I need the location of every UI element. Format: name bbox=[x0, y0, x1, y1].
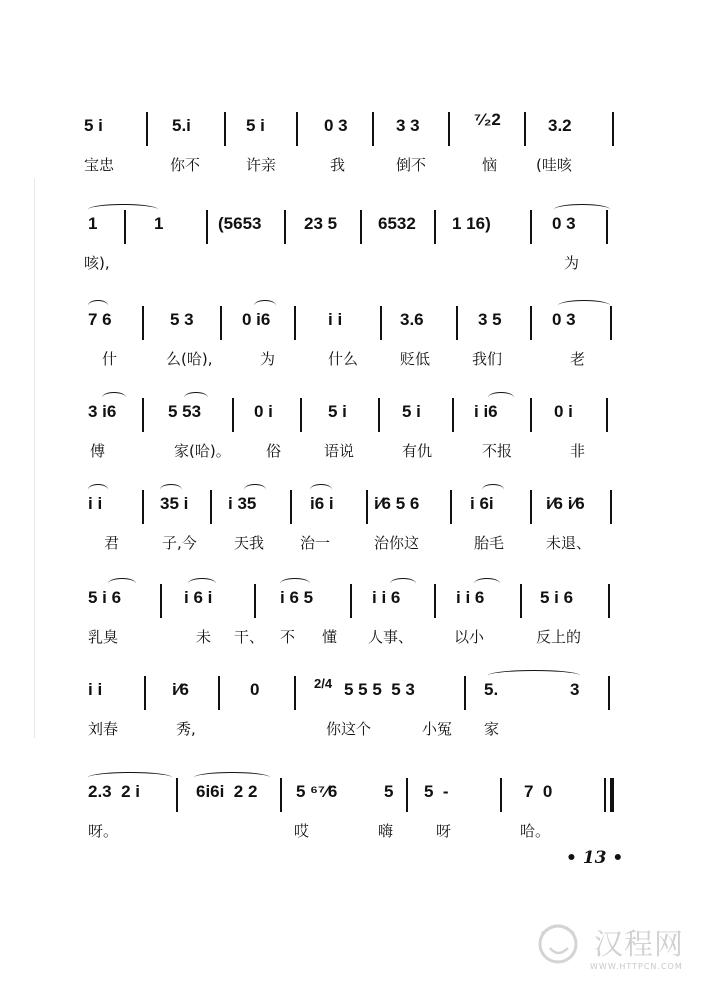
lyric: 反上的 bbox=[536, 628, 582, 646]
note-measure: 6532 bbox=[378, 214, 416, 233]
barline bbox=[608, 584, 610, 618]
page-number: • 13 • bbox=[566, 848, 624, 868]
lyric: 小冤 bbox=[422, 720, 453, 738]
note-measure: 5 i bbox=[246, 116, 265, 135]
barline bbox=[218, 676, 220, 710]
lyric: 治你这 bbox=[374, 534, 420, 552]
note-measure: 5 ⁶⁷⁄6 bbox=[296, 782, 338, 801]
note-measure: i⁄6 5 6 bbox=[374, 494, 420, 513]
note-measure: 5 53 bbox=[168, 402, 202, 421]
note-measure: 0 i bbox=[554, 402, 573, 421]
lyric: (哇咳 bbox=[536, 156, 572, 174]
note-measure: i i 6 bbox=[456, 588, 485, 607]
note-measure: 1 bbox=[88, 214, 98, 233]
lyric: 干、 bbox=[234, 628, 265, 646]
lyric: 胎毛 bbox=[474, 534, 505, 552]
lyric: 乳臭 bbox=[88, 628, 119, 646]
lyric: 咳), bbox=[84, 254, 110, 272]
final-barline-thick bbox=[610, 778, 614, 812]
barline bbox=[142, 306, 144, 340]
note-measure: 0 3 bbox=[324, 116, 348, 135]
note-measure: i6 i bbox=[310, 494, 334, 513]
watermark-url: WWW.HTTPCN.COM bbox=[590, 962, 683, 971]
notes-line bbox=[84, 778, 624, 812]
barline bbox=[294, 676, 296, 710]
barline bbox=[142, 398, 144, 432]
note-measure: i i6 bbox=[474, 402, 498, 421]
lyric: 人事、 bbox=[368, 628, 414, 646]
barline bbox=[524, 112, 526, 146]
barline bbox=[290, 490, 292, 524]
barline bbox=[300, 398, 302, 432]
note-measure: 5 i 6 bbox=[540, 588, 574, 607]
lyric: 倒不 bbox=[396, 156, 427, 174]
lyric: 不报 bbox=[482, 442, 513, 460]
note-measure: 3 bbox=[570, 680, 580, 699]
note-measure: 5 i bbox=[402, 402, 421, 421]
note-measure: 7 6 bbox=[88, 310, 112, 329]
lyric: 许亲 bbox=[246, 156, 277, 174]
note-measure: 23 5 bbox=[304, 214, 338, 233]
lyric: 呀。 bbox=[88, 822, 119, 840]
barline bbox=[450, 490, 452, 524]
lyric: 为 bbox=[564, 254, 580, 272]
tie-arc bbox=[88, 204, 158, 215]
lyric: 天我 bbox=[234, 534, 265, 552]
barline bbox=[294, 306, 296, 340]
barline bbox=[434, 584, 436, 618]
lyric: 秀, bbox=[176, 720, 196, 738]
barline bbox=[610, 490, 612, 524]
barline bbox=[452, 398, 454, 432]
barline bbox=[296, 112, 298, 146]
barline bbox=[448, 112, 450, 146]
barline bbox=[360, 210, 362, 244]
note-measure: 0 3 bbox=[552, 310, 576, 329]
note-measure: 5 i bbox=[84, 116, 103, 135]
note-measure: 1 bbox=[154, 214, 164, 233]
time-signature: 2/4 bbox=[314, 676, 333, 691]
note-measure: i i bbox=[88, 680, 103, 699]
lyric: 么(哈), bbox=[166, 350, 213, 368]
note-measure: 5.i bbox=[172, 116, 191, 135]
lyric: 我们 bbox=[472, 350, 503, 368]
note-measure: 5 i 6 bbox=[88, 588, 122, 607]
lyric: 贬低 bbox=[400, 350, 431, 368]
barline bbox=[456, 306, 458, 340]
watermark-text: 汉程网 bbox=[594, 927, 685, 961]
note-measure: i 6i bbox=[470, 494, 494, 513]
lyrics-line bbox=[84, 626, 624, 650]
lyric: 什么 bbox=[328, 350, 359, 368]
notes-line bbox=[84, 398, 624, 432]
notes-line bbox=[84, 306, 624, 340]
lyric: 非 bbox=[570, 442, 586, 460]
barline bbox=[530, 398, 532, 432]
barline bbox=[380, 306, 382, 340]
note-measure: 5. bbox=[484, 680, 499, 699]
lyric: 语说 bbox=[324, 442, 355, 460]
barline bbox=[530, 210, 532, 244]
lyrics-line bbox=[84, 348, 624, 372]
lyrics-line bbox=[84, 440, 624, 464]
lyric: 哈。 bbox=[520, 822, 551, 840]
barline bbox=[434, 210, 436, 244]
note-measure: (5653 bbox=[218, 214, 262, 233]
note-measure: 0 3 bbox=[552, 214, 576, 233]
barline bbox=[206, 210, 208, 244]
lyrics-line bbox=[84, 532, 624, 556]
notes-line bbox=[84, 490, 624, 524]
barline bbox=[530, 306, 532, 340]
barline bbox=[406, 778, 408, 812]
barline bbox=[606, 398, 608, 432]
lyrics-line bbox=[84, 820, 624, 844]
lyric: 为 bbox=[260, 350, 276, 368]
barline bbox=[530, 490, 532, 524]
tie-arc bbox=[488, 670, 580, 681]
barline bbox=[366, 490, 368, 524]
note-measure: 0 i6 bbox=[242, 310, 271, 329]
note-measure: 0 bbox=[250, 680, 260, 699]
barline bbox=[254, 584, 256, 618]
barline bbox=[378, 398, 380, 432]
barline bbox=[224, 112, 226, 146]
barline bbox=[124, 210, 126, 244]
lyrics-line bbox=[84, 252, 624, 276]
lyric: 俗 bbox=[266, 442, 282, 460]
lyric: 有仇 bbox=[402, 442, 433, 460]
barline bbox=[606, 210, 608, 244]
notes-line bbox=[84, 584, 624, 618]
note-measure: i i bbox=[88, 494, 103, 513]
note-measure: 2.3 2 i bbox=[88, 782, 140, 801]
lyric: 未退、 bbox=[546, 534, 592, 552]
note-measure: i⁄6 i⁄6 bbox=[546, 494, 585, 513]
barline bbox=[144, 676, 146, 710]
barline bbox=[608, 676, 610, 710]
barline bbox=[610, 306, 612, 340]
note-measure: 35 i bbox=[160, 494, 189, 513]
barline bbox=[220, 306, 222, 340]
barline bbox=[500, 778, 502, 812]
note-measure: 3 5 bbox=[478, 310, 502, 329]
scan-edge-line bbox=[34, 178, 35, 738]
barline bbox=[146, 112, 148, 146]
note-measure: 5 - bbox=[424, 782, 449, 801]
barline bbox=[284, 210, 286, 244]
watermark-logo-icon bbox=[528, 914, 588, 970]
barline bbox=[350, 584, 352, 618]
lyric: 家(哈)。 bbox=[174, 442, 231, 460]
lyrics-line bbox=[84, 718, 624, 742]
note-measure: 5 5 5 5 3 bbox=[344, 680, 415, 699]
barline bbox=[372, 112, 374, 146]
lyric: 家 bbox=[484, 720, 500, 738]
note-measure: 7 0 bbox=[524, 782, 553, 801]
barline bbox=[612, 112, 614, 146]
note-measure: 0 i bbox=[254, 402, 273, 421]
lyric: 你不 bbox=[170, 156, 201, 174]
note-measure: ⁷⁄₂2 bbox=[474, 110, 501, 129]
lyric: 子,今 bbox=[162, 534, 197, 552]
barline bbox=[210, 490, 212, 524]
final-barline-thin bbox=[604, 778, 606, 812]
note-measure: 3 3 bbox=[396, 116, 420, 135]
note-measure: i 35 bbox=[228, 494, 257, 513]
barline bbox=[176, 778, 178, 812]
lyric: 呀 bbox=[436, 822, 452, 840]
note-measure: i⁄6 bbox=[172, 680, 190, 699]
lyric: 哎 bbox=[294, 822, 310, 840]
notes-line bbox=[84, 210, 624, 244]
note-measure: 3.2 bbox=[548, 116, 572, 135]
note-measure: 3 i6 bbox=[88, 402, 117, 421]
lyric: 宝忠 bbox=[84, 156, 115, 174]
lyric: 老 bbox=[570, 350, 586, 368]
note-measure: i 6 5 bbox=[280, 588, 314, 607]
note-measure: i i 6 bbox=[372, 588, 401, 607]
lyric: 我 bbox=[330, 156, 346, 174]
lyric: 未 bbox=[196, 628, 212, 646]
note-measure: 5 i bbox=[328, 402, 347, 421]
note-measure: 5 3 bbox=[170, 310, 194, 329]
notes-line bbox=[84, 676, 624, 710]
note-measure: 6i6i 2 2 bbox=[196, 782, 258, 801]
barline bbox=[464, 676, 466, 710]
lyric: 刘春 bbox=[88, 720, 119, 738]
barline bbox=[142, 490, 144, 524]
barline bbox=[232, 398, 234, 432]
lyric: 懂 bbox=[322, 628, 338, 646]
lyric: 恼 bbox=[482, 156, 498, 174]
lyric: 以小 bbox=[454, 628, 485, 646]
lyric: 君 bbox=[104, 534, 120, 552]
note-measure: i i bbox=[328, 310, 343, 329]
note-measure: 3.6 bbox=[400, 310, 424, 329]
note-measure: 5 bbox=[384, 782, 394, 801]
barline bbox=[160, 584, 162, 618]
lyrics-line bbox=[84, 154, 624, 178]
lyric: 傅 bbox=[90, 442, 106, 460]
notes-line bbox=[84, 112, 624, 146]
lyric: 治一 bbox=[300, 534, 331, 552]
note-measure: i 6 i bbox=[184, 588, 213, 607]
note-measure: 1 16) bbox=[452, 214, 491, 233]
lyric: 你这个 bbox=[326, 720, 372, 738]
lyric: 不 bbox=[280, 628, 296, 646]
barline bbox=[280, 778, 282, 812]
lyric: 嗨 bbox=[378, 822, 394, 840]
barline bbox=[520, 584, 522, 618]
lyric: 什 bbox=[102, 350, 118, 368]
